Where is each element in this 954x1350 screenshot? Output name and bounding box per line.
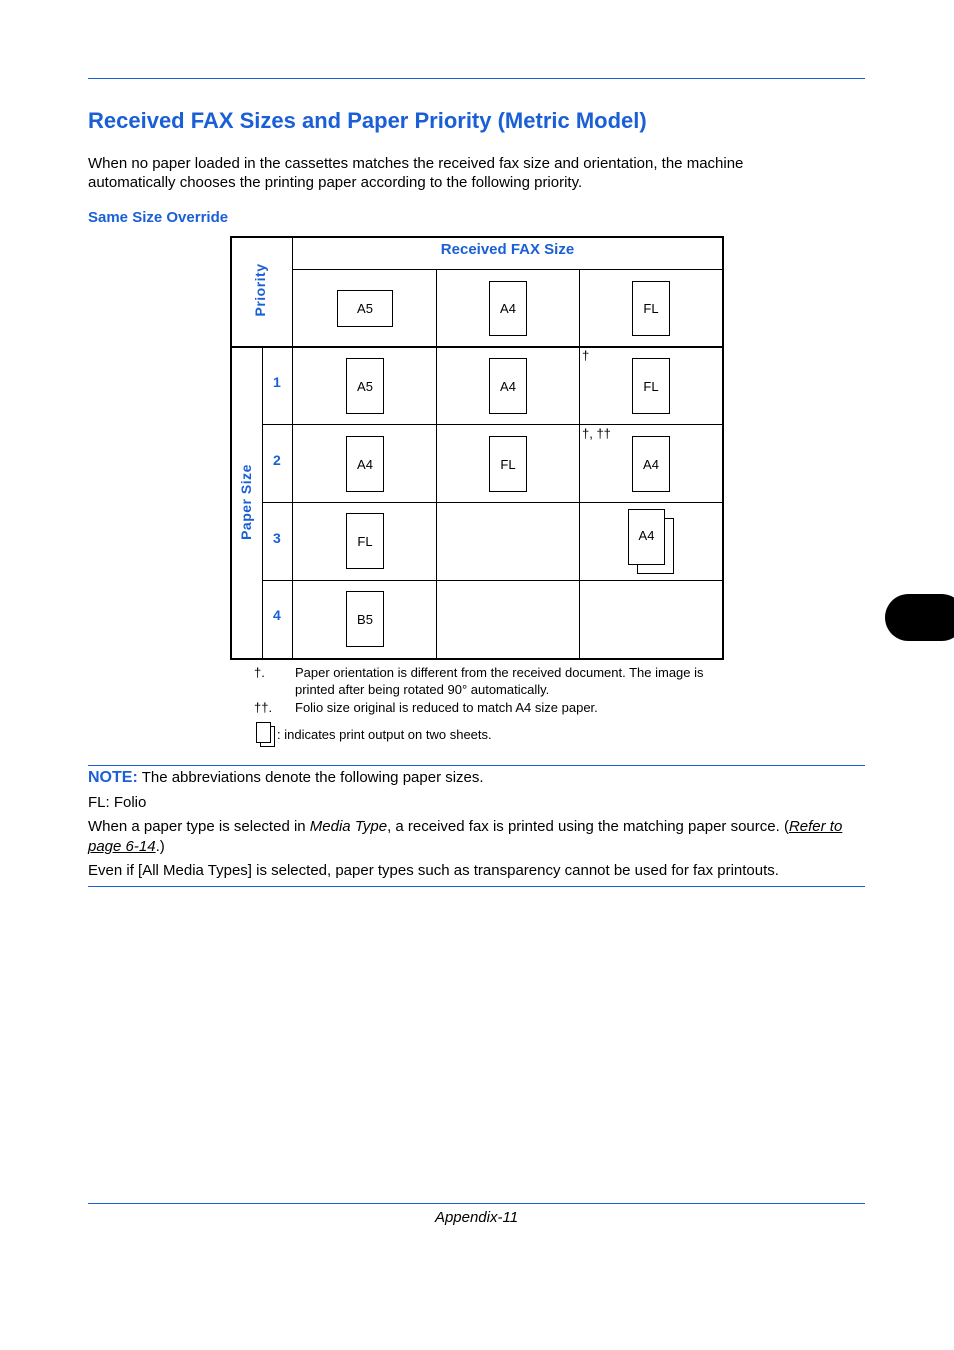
priority-label: Priority	[252, 263, 268, 317]
note-label: NOTE:	[88, 769, 138, 786]
note-top-rule	[88, 765, 865, 766]
paper-icon: FL	[632, 358, 670, 414]
dagger-mark: †, ††	[582, 426, 611, 441]
two-sheets-legend-text: : indicates print output on two sheets.	[277, 727, 492, 742]
paper-icon: A4	[632, 436, 670, 492]
note-line-4: Even if [All Media Types] is selected, paper types such as transparency cannot be used for fax printouts.	[88, 862, 779, 879]
section-subheading: Same Size Override	[88, 209, 229, 226]
table-divider	[262, 502, 722, 503]
top-rule	[88, 78, 865, 79]
table-divider	[436, 270, 437, 658]
table-divider	[262, 580, 722, 581]
table-divider	[262, 348, 263, 658]
paper-icon-fl-portrait: FL	[632, 281, 670, 336]
media-type-term: Media Type	[309, 818, 388, 835]
paper-icon: FL	[346, 513, 384, 569]
table-divider	[579, 270, 580, 658]
table-divider	[232, 346, 722, 348]
two-sheets-icon	[256, 722, 271, 743]
dagger-footnote-text: Paper orientation is different from the received document. The image is printed after being rotated 90° automatically.	[295, 665, 704, 697]
row-number: 2	[273, 452, 281, 468]
paper-icon: A5	[346, 358, 384, 414]
received-fax-size-header: Received FAX Size	[440, 241, 575, 258]
paper-size-label: Paper Size	[238, 464, 254, 540]
footer-rule	[88, 1203, 865, 1204]
paper-icon: FL	[489, 436, 527, 492]
row-number: 3	[273, 530, 281, 546]
row-number: 1	[273, 374, 281, 390]
dagger-mark: †	[582, 348, 590, 363]
note-bottom-rule	[88, 886, 865, 887]
double-dagger-footnote-mark: ††.	[254, 700, 273, 715]
row-number: 4	[273, 607, 281, 623]
note-line-3	[88, 817, 865, 857]
note-line-3-a: When a paper type is selected in	[88, 818, 310, 835]
paper-icon: A4	[489, 358, 527, 414]
paper-icon-two-sheets: A4	[628, 509, 665, 565]
paper-icon: A4	[346, 436, 384, 492]
double-dagger-footnote-text: Folio size original is reduced to match A4 size paper.	[295, 700, 598, 715]
table-divider	[262, 424, 722, 425]
note-line-3-c: .)	[155, 838, 165, 855]
page-footer: Appendix-11	[434, 1209, 519, 1226]
note-line-1	[88, 768, 865, 788]
note-line-2: FL: Folio	[88, 794, 147, 811]
chapter-tab-marker	[885, 594, 954, 641]
note-text: The abbreviations denote the following paper sizes.	[141, 769, 484, 786]
table-divider	[292, 238, 293, 658]
intro-paragraph: When no paper loaded in the cassettes matches the received fax size and orientation, the machine automatically chooses the printing paper according to the following priority.	[88, 155, 744, 191]
page-reference-link[interactable]: Refer to page 6-14	[88, 818, 843, 855]
paper-icon-a4-portrait: A4	[489, 281, 527, 336]
page-title: Received FAX Sizes and Paper Priority (Metric Model)	[88, 108, 647, 133]
paper-icon-a5-landscape: A5	[337, 290, 393, 327]
dagger-footnote-mark: †.	[254, 665, 265, 680]
note-line-3-b: , a received fax is printed using the matching paper source. (	[387, 818, 789, 835]
table-divider	[293, 269, 722, 270]
paper-icon: B5	[346, 591, 384, 647]
